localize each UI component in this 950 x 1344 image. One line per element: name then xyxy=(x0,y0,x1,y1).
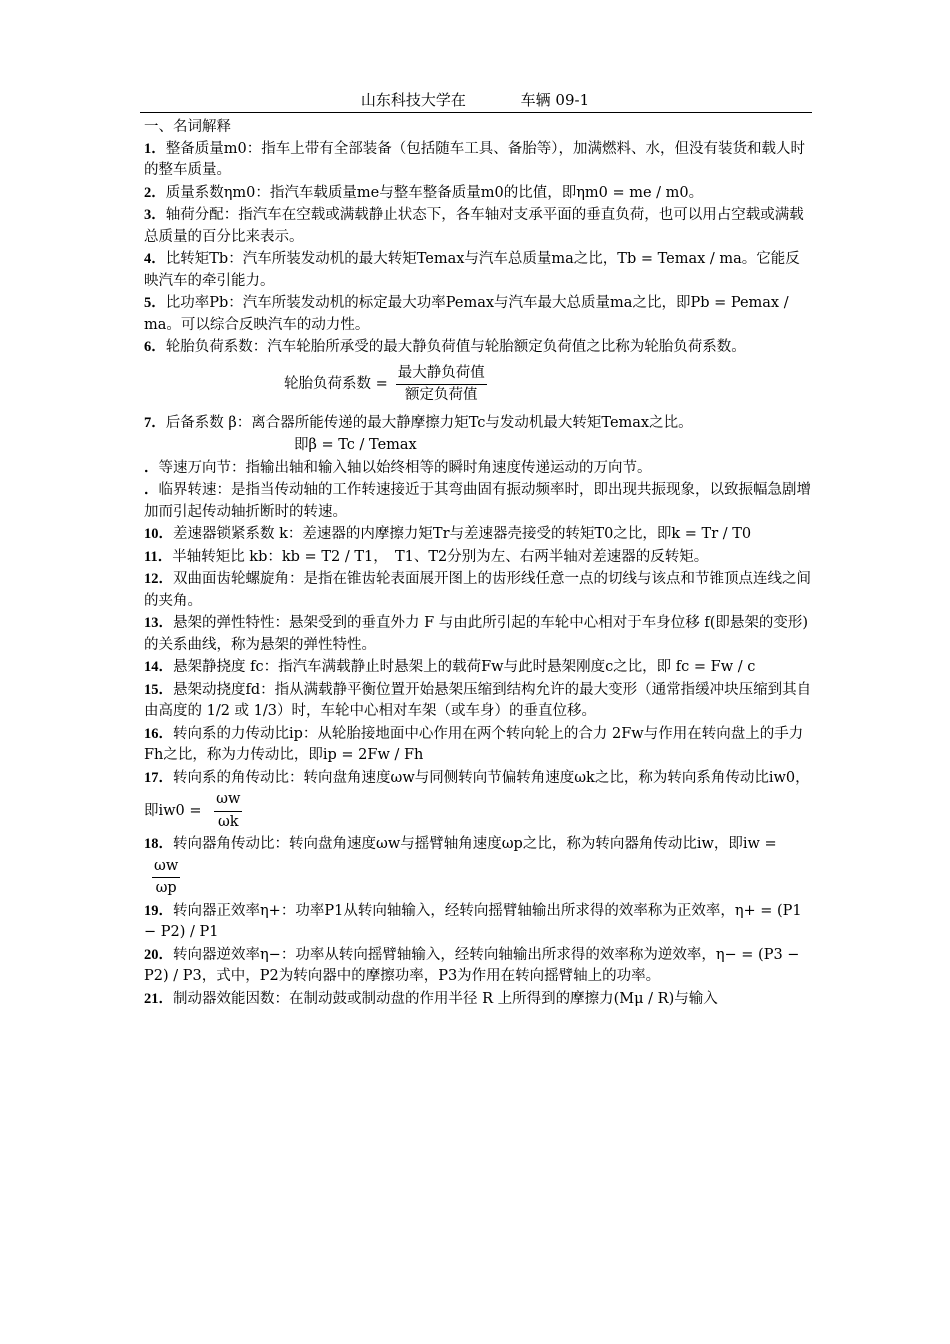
tire-load-fraction: $\frac{\text{最大静负荷值}}{\text{额定负荷值}}$ xyxy=(397,364,485,403)
term-entry: 7．后备系数 β：离合器所能传递的最大静摩擦力矩Tc与发动机最大转矩Temax之比。 xyxy=(144,414,693,431)
term-entry: 10．差速器锁紧系数 k：差速器的内摩擦力矩Tr与差速器壳接受的转矩T0之比，即k = Tr / T0 xyxy=(144,526,752,542)
term-entry: ．等速万向节：指输出轴和输入轴以始终相等的瞬时角速度传递运动的万向节。 xyxy=(144,459,652,476)
term-entry: 1．整备质量m0：指车上带有全部装备（包括随车工具、备胎等），加满燃料、水，但没有装货和载人时的整车质量。 xyxy=(144,140,805,178)
page-header xyxy=(140,90,810,110)
term-entry: 21．制动器效能因数：在制动鼓或制动盘的作用半径 R 上所得到的摩擦力(Mμ / R)与输入 xyxy=(144,990,718,1007)
term-entry: 5．比功率Pb：汽车所装发动机的标定最大功率Pemax与汽车最大总质量ma之比，即Pb = Pemax / ma。可以综合反映汽车的动力性。 xyxy=(144,295,789,333)
term-entry: ．临界转速：是指当传动轴的工作转速接近于其弯曲固有振动频率时，即出现共振现象，以致振幅急剧增加而引起传动轴折断时的转速。 xyxy=(144,482,811,520)
iw-fraction: $\frac{\omega w}{\omega p}$ xyxy=(154,857,179,896)
term-entry: 19．转向器正效率η+：功率P1从转向轴输入，经转向摇臂轴输出所求得的效率称为正效率，η+ = (P1 − P2) / P1 xyxy=(144,902,802,940)
term-entry: 12．双曲面齿轮螺旋角：是指在锥齿轮表面展开图上的齿形线任意一点的切线与该点和节锥顶点连线之间的夹角。 xyxy=(144,571,811,609)
term-entry: 18．转向器角传动比：转向盘角速度ωw与摇臂轴角速度ωp之比，称为转向器角传动比iw，即iw = $\frac{\omega w}{\omega p}$ xyxy=(144,834,812,900)
term-entry: 16．转向系的力传动比ip：从轮胎接地面中心作用在两个转向轮上的合力 2Fw与作用在转向盘上的手力Fh之比，称为力传动比，即ip = 2Fw / Fh xyxy=(144,725,804,763)
term-entry: 15．悬架动挠度fd：指从满载静平衡位置开始悬架压缩到结构允许的最大变形（通常指缓冲块压缩到其自由高度的 1/2 或 1/3）时，车轮中心相对车架（或车身）的垂直位移。 xyxy=(144,681,812,719)
document-body xyxy=(144,117,812,1011)
term-entry: 17．转向系的角传动比：转向盘角速度ωw与同侧转向节偏转角速度ωk之比，称为转向系角传动比iw0，即iw0 = $\frac{\omega w}{\omega k}$ xyxy=(144,768,812,834)
section-title: 一、名词解释 xyxy=(144,119,231,135)
term-entry: 2．质量系数ηm0：指汽车载质量me与整车整备质量m0的比值，即ηm0 = me / m0。 xyxy=(144,184,704,201)
term-entry: 20．转向器逆效率η−：功率从转向摇臂轴输入，经转向轴输出所求得的效率称为逆效率，η− = (P3 − P2) / P3，式中，P2为转向器中的摩擦功率，P3为作用在转向摇臂轴上的功率。 xyxy=(144,946,800,984)
iw0-fraction: $\frac{\omega w}{\omega k}$ xyxy=(216,791,241,830)
header-rule xyxy=(140,112,812,113)
tire-load-formula: 轮胎负荷系数 = $\frac{\text{最大静负荷值}}{\text{额定负荷值}}$ xyxy=(284,363,812,407)
term-entry: 11．半轴转矩比 kb：kb = T2 / T1， T1、T2分别为左、右两半轴对差速器的反转矩。 xyxy=(144,548,709,565)
beta-formula: 即β = Tc / Temax xyxy=(294,437,417,453)
term-entry: 13．悬架的弹性特性：悬架受到的垂直外力 F 与由此所引起的车轮中心相对于车身位移 f(即悬架的变形)的关系曲线，称为悬架的弹性特性。 xyxy=(144,615,809,653)
term-entry: 4．比转矩Tb：汽车所装发动机的最大转矩Temax与汽车总质量ma之比，Tb = Temax / ma。它能反映汽车的牵引能力。 xyxy=(144,251,800,289)
term-entry: 14．悬架静挠度 fc：指汽车满载静止时悬架上的载荷Fw与此时悬架刚度c之比，即 fc = Fw / c xyxy=(144,659,756,675)
term-entry: 6．轮胎负荷系数：汽车轮胎所承受的最大静负荷值与轮胎额定负荷值之比称为轮胎负荷系数。 xyxy=(144,339,746,355)
term-entry: 3．轴荷分配：指汽车在空载或满载静止状态下，各车轴对支承平面的垂直负荷，也可以用占空载或满载总质量的百分比来表示。 xyxy=(144,207,804,245)
header-class: 车辆 09-1 xyxy=(520,91,590,109)
header-school: 山东科技大学在 xyxy=(360,91,466,109)
